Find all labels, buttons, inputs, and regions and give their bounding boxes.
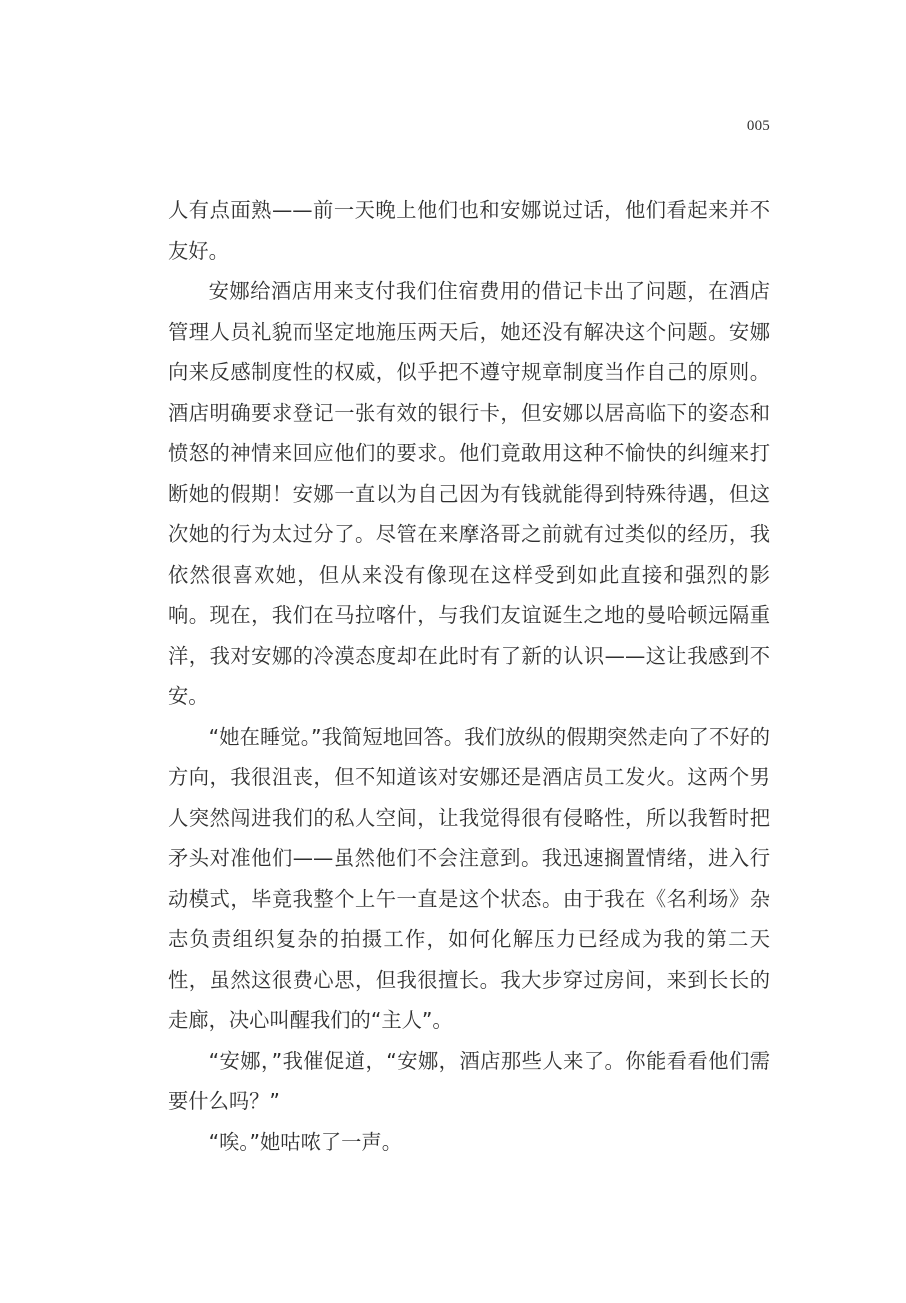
body-text: [168, 190, 770, 1162]
paragraph-continuation: 人有点面熟——前一天晚上他们也和安娜说过话，他们看起来并不友好。: [168, 198, 770, 263]
paragraph: 安娜给酒店用来支付我们住宿费用的借记卡出了问题，在酒店管理人员礼貌而坚定地施压两天后，她还没有解决这个问题。安娜向来反感制度性的权威，似乎把不遵守规章制度当作自己的原则。酒店明确要求登记一张有效的银行卡，但安娜以居高临下的姿态和愤怒的神情来回应他们的要求。他们竟敢用这种不愉快的纠缠来打断她的假期！安娜一直以为自己因为有钱就能得到特殊待遇，但这次她的行为太过分了。尽管在来摩洛哥之前就有过类似的经历，我依然很喜欢她，但从来没有像现在这样受到如此直接和强烈的影响。现在，我们在马拉喀什，与我们友谊诞生之地的曼哈顿远隔重洋，我对安娜的冷漠态度却在此时有了新的认识——这让我感到不安。: [168, 279, 770, 708]
paragraph: “唉。”她咕哝了一声。: [208, 1129, 402, 1154]
paragraph: “她在睡觉。”我简短地回答。我们放纵的假期突然走向了不好的方向，我很沮丧，但不知道该对安娜还是酒店员工发火。这两个男人突然闯进我们的私人空间，让我觉得很有侵略性，所以我暂时把矛头对准他们——虽然他们不会注意到。我迅速搁置情绪，进入行动模式，毕竟我整个上午一直是这个状态。由于我在《名利场》杂志负责组织复杂的拍摄工作，如何化解压力已经成为我的第二天性，虽然这很费心思，但我很擅长。我大步穿过房间，来到长长的走廊，决心叫醒我们的“主人”。: [168, 724, 770, 1032]
paragraph: “安娜，”我催促道，“安娜，酒店那些人来了。你能看看他们需要什么吗？”: [168, 1048, 770, 1113]
page-number: 005: [746, 118, 770, 134]
